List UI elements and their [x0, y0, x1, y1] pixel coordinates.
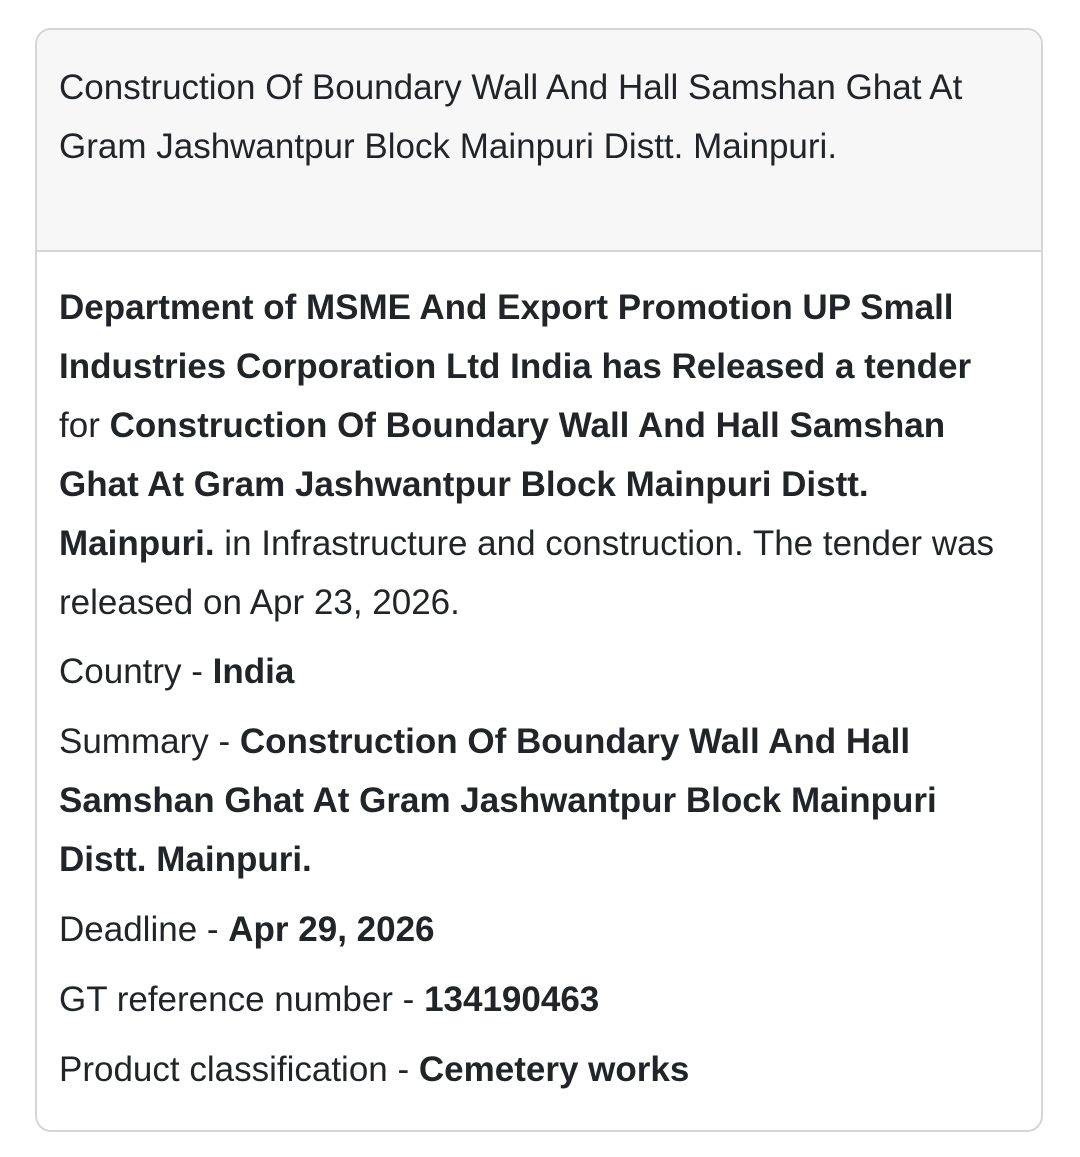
classification-value: Cemetery works [418, 1050, 690, 1089]
gt-reference-label: GT reference number - [59, 980, 425, 1019]
country-row [59, 642, 1019, 701]
classification-label: Product classification - [59, 1050, 419, 1089]
sector-text: in Infrastructure and construction. The tender was released on Apr 23, 2026. [59, 524, 995, 622]
classification-row [59, 1040, 1019, 1099]
card-header [37, 30, 1041, 252]
for-text: for [59, 406, 100, 445]
gt-reference-value: 134190463 [424, 980, 600, 1019]
deadline-label: Deadline - [59, 910, 229, 949]
summary-row [59, 712, 1019, 889]
organization-name: Department of MSME And Export Promotion UP Small Industries Corporation Ltd India has Released a tender [59, 288, 972, 386]
tender-description [59, 278, 1019, 632]
card-body [37, 252, 1041, 1099]
country-label: Country - [59, 652, 213, 691]
summary-value: Construction Of Boundary Wall And Hall Samshan Ghat At Gram Jashwantpur Block Mainpuri Distt. Mainpuri. [59, 722, 937, 879]
deadline-row [59, 900, 1019, 959]
country-value: India [212, 652, 295, 691]
deadline-value: Apr 29, 2026 [228, 910, 435, 949]
description-title: Construction Of Boundary Wall And Hall Samshan Ghat At Gram Jashwantpur Block Mainpuri Distt. Mainpuri. [59, 406, 946, 563]
tender-title: Construction Of Boundary Wall And Hall Samshan Ghat At Gram Jashwantpur Block Mainpuri Distt. Mainpuri. [59, 68, 963, 166]
gt-reference-row [59, 970, 1019, 1029]
tender-card [35, 28, 1043, 1132]
summary-label: Summary - [59, 722, 240, 761]
